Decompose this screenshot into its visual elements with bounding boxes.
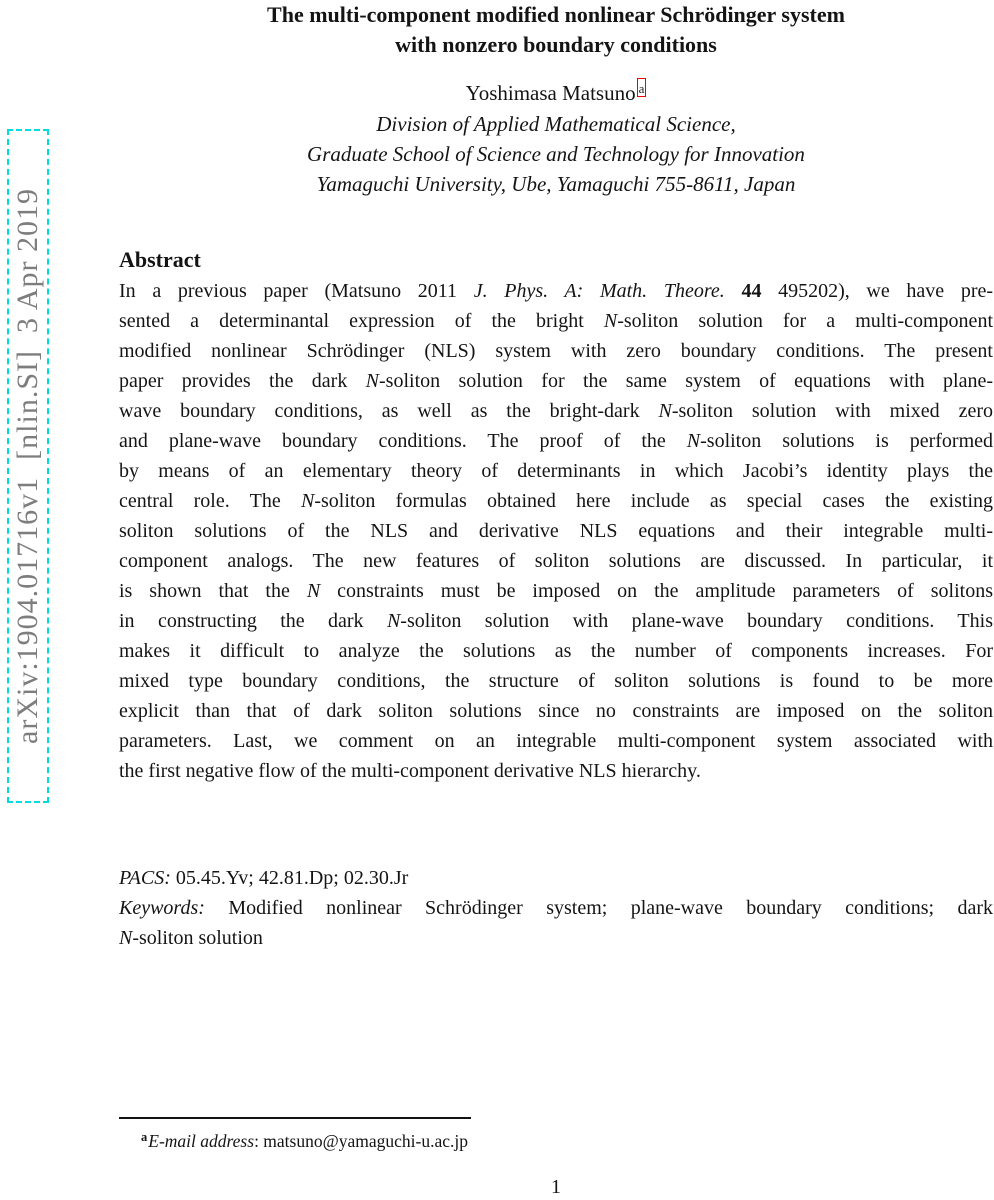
paper-title [119, 0, 993, 60]
text-line [119, 426, 993, 456]
text-segment: N [300, 490, 315, 512]
affiliation-line-3: Yamaguchi University, Ube, Yamaguchi 755-8611, Japan [316, 172, 796, 196]
text-segment: : matsuno@yamaguchi-u.ac.jp [254, 1131, 468, 1151]
text-segment: Modified nonlinear Schrödinger system; plane-wave boundary conditions; dark [228, 897, 993, 919]
text-line [119, 576, 993, 606]
text-segment: and plane-wave boundary conditions. The proof of the [119, 430, 687, 452]
footnote-line [119, 1124, 993, 1154]
text-segment: 495202), we have pre- [761, 280, 993, 302]
text-line [119, 336, 993, 366]
text-segment: PACS: [119, 867, 176, 889]
text-segment: constraints must be imposed on the amplitude parameters of solitons [320, 580, 993, 602]
arxiv-stamp-text: arXiv:1904.01716v1 [nlin.SI] 3 Apr 2019 [11, 188, 44, 744]
author-line [119, 78, 993, 106]
text-line [119, 636, 993, 666]
affiliation-block [119, 109, 993, 199]
text-segment: makes it difficult to analyze the solutions as the number of components increases. For [119, 640, 993, 662]
footnote-link-box[interactable] [637, 78, 647, 97]
text-line [119, 923, 993, 953]
text-line [119, 486, 993, 516]
paper-title-line-1: The multi-component modified nonlinear Schrödinger system [267, 2, 845, 27]
text-segment: soliton solutions of the NLS and derivative NLS equations and their integrable multi- [119, 520, 993, 542]
text-segment: -soliton solution with plane-wave boundary conditions. This [400, 610, 993, 632]
text-segment: N [686, 430, 701, 452]
pacs-line [119, 863, 993, 893]
text-segment: -soliton solution for a multi-component [617, 310, 993, 332]
page-number: 1 [551, 1176, 561, 1198]
affiliation-line-1: Division of Applied Mathematical Science, [376, 112, 736, 136]
text-segment: explicit than that of dark soliton solutions since no constraints are imposed on the soliton [119, 700, 993, 722]
text-segment: N [306, 580, 321, 602]
text-line [119, 893, 993, 923]
text-segment: In a previous paper (Matsuno 2011 [119, 280, 474, 302]
text-segment: parameters. Last, we comment on an integrable multi-component system associated with [119, 730, 993, 752]
text-segment: is shown that the [119, 580, 307, 602]
keywords-block [119, 893, 993, 953]
text-segment: component analogs. The new features of soliton solutions are discussed. In particular, it [119, 550, 993, 572]
text-line [119, 726, 993, 756]
text-segment: -soliton solution for the same system of equations with plane- [379, 370, 993, 392]
text-segment: N [386, 610, 401, 632]
text-segment: J. Phys. A: Math. Theore. [473, 280, 742, 302]
text-line [119, 606, 993, 636]
abstract-heading: Abstract [119, 247, 201, 272]
text-segment: paper provides the dark [119, 370, 366, 392]
text-line [119, 756, 993, 786]
text-line [119, 276, 993, 306]
text-segment: sented a determinantal expression of the bright [119, 310, 604, 332]
affiliation-line-2: Graduate School of Science and Technology for Innovation [307, 142, 805, 166]
text-line [119, 366, 993, 396]
text-segment: 05.45.Yv; 42.81.Dp; 02.30.Jr [175, 867, 409, 889]
text-segment: Keywords: [119, 897, 229, 919]
text-segment: mixed type boundary conditions, the structure of soliton solutions is found to be more [119, 670, 993, 692]
footnote-rule [119, 1117, 471, 1119]
arxiv-stamp-box [7, 129, 49, 803]
paper-title-line-2: with nonzero boundary conditions [395, 32, 717, 57]
text-segment: in constructing the dark [119, 610, 387, 632]
footnote-mark[interactable]: a [638, 81, 645, 96]
text-segment: -soliton solution with mixed zero [671, 400, 993, 422]
author-name: Yoshimasa Matsuno [465, 81, 636, 105]
text-segment: N [119, 927, 133, 949]
text-segment: the first negative flow of the multi-component derivative NLS hierarchy. [119, 760, 701, 782]
text-line [119, 306, 993, 336]
text-segment: by means of an elementary theory of determinants in which Jacobi’s identity plays the [119, 460, 993, 482]
text-line [119, 456, 993, 486]
text-segment: central role. The [119, 490, 301, 512]
text-segment: -soliton solutions is performed [700, 430, 993, 452]
text-segment: a [141, 1130, 148, 1144]
text-segment: -soliton solution [132, 927, 263, 949]
text-segment: -soliton formulas obtained here include as special cases the existing [314, 490, 993, 512]
text-segment: N [365, 370, 380, 392]
text-segment: N [603, 310, 618, 332]
abstract-body [119, 276, 993, 786]
text-segment: E-mail address [148, 1131, 255, 1151]
text-segment: 44 [741, 280, 762, 302]
text-segment: wave boundary conditions, as well as the bright-dark [119, 400, 659, 422]
text-line [119, 396, 993, 426]
text-line [119, 516, 993, 546]
text-line [119, 666, 993, 696]
text-line [119, 696, 993, 726]
text-segment: modified nonlinear Schrödinger (NLS) system with zero boundary conditions. The present [119, 340, 993, 362]
text-line [119, 546, 993, 576]
text-segment: N [658, 400, 672, 422]
